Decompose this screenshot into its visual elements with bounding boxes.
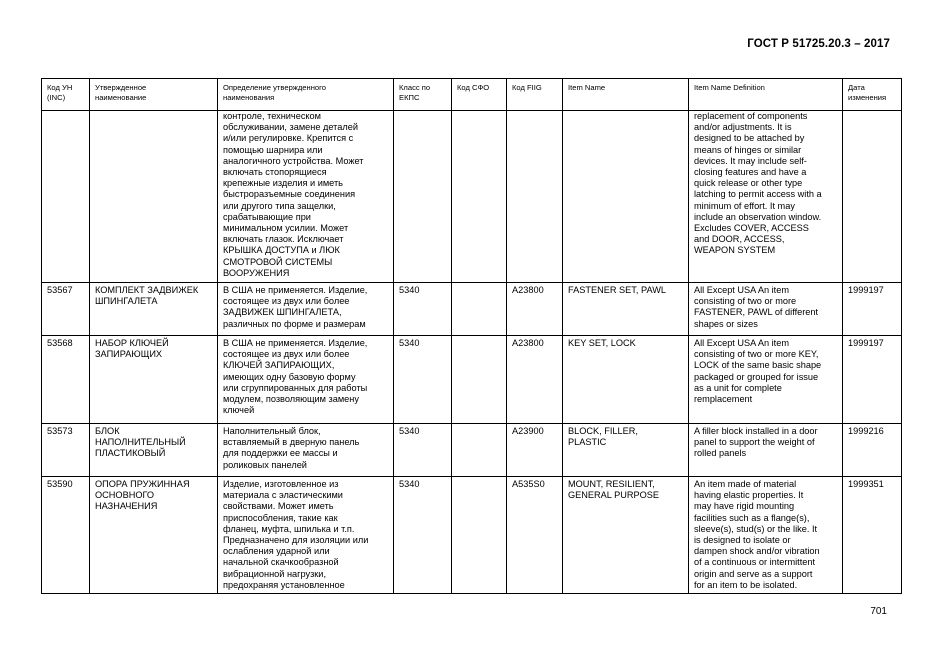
col-header-inc: Код УН (INC) (42, 79, 90, 111)
cell-ekps-class: 5340 (394, 477, 452, 594)
cell-fiig-code: A23800 (507, 336, 563, 424)
cell-approved-name: КОМПЛЕКТ ЗАДВИЖЕК ШПИНГАЛЕТА (90, 283, 218, 336)
cell-ekps-class (394, 111, 452, 283)
cell-ekps-class: 5340 (394, 283, 452, 336)
table-row (42, 111, 902, 283)
cell-fiig-code: A23800 (507, 283, 563, 336)
col-header-item-definition: Item Name Definition (689, 79, 843, 111)
cell-item-name: FASTENER SET, PAWL (563, 283, 689, 336)
cell-fiig-code (507, 111, 563, 283)
cell-ekps-class: 5340 (394, 336, 452, 424)
cell-item-name: KEY SET, LOCK (563, 336, 689, 424)
page-number: 701 (870, 606, 887, 617)
col-header-approved-definition: Определение утвержденного наименования (218, 79, 394, 111)
cell-ekps-class: 5340 (394, 424, 452, 477)
table-row (42, 336, 902, 424)
items-table (41, 78, 902, 594)
cell-approved-definition: Наполнительный блок, вставляемый в дверную панель для поддержки ее массы и роликовых панелей (218, 424, 394, 477)
cell-item-definition: An item made of material having elastic properties. It may have rigid mounting facilities such as a flange(s), sleeve(s), stud(s) or the like. It is designed to isolate or dampen shock and/or vibration of a continuous or intermittent origin and serve as a support for an item to be isolated. (689, 477, 843, 594)
cell-inc: 53590 (42, 477, 90, 594)
cell-change-date: 1999197 (843, 336, 902, 424)
cell-approved-definition: Изделие, изготовленное из материала с эластическими свойствами. Может иметь приспособления, такие как фланец, муфта, шпилька и т.п. Предназначено для изоляции или ослабления ударной или начальной скачкообразной вибрационной нагрузки, предохраняя установленное (218, 477, 394, 594)
cell-approved-name (90, 111, 218, 283)
cell-inc: 53573 (42, 424, 90, 477)
table-row (42, 283, 902, 336)
cell-sfo-code (452, 477, 507, 594)
cell-fiig-code: A535S0 (507, 477, 563, 594)
table-header-row (42, 79, 902, 111)
cell-inc: 53567 (42, 283, 90, 336)
col-header-approved-name: Утвержденное наименование (90, 79, 218, 111)
col-header-item-name: Item Name (563, 79, 689, 111)
cell-item-definition: All Except USA An item consisting of two or more KEY, LOCK of the same basic shape packaged or grouped for issue as a unit for complete remplacement (689, 336, 843, 424)
cell-sfo-code (452, 111, 507, 283)
cell-approved-definition: В США не применяется. Изделие, состоящее из двух или более КЛЮЧЕЙ ЗАПИРАЮЩИХ, имеющих одну базовую форму или сгруппированных для работы модулем, позволяющим замену ключей (218, 336, 394, 424)
cell-inc (42, 111, 90, 283)
cell-sfo-code (452, 424, 507, 477)
cell-change-date (843, 111, 902, 283)
col-header-sfo-code: Код СФО (452, 79, 507, 111)
cell-approved-name: НАБОР КЛЮЧЕЙ ЗАПИРАЮЩИХ (90, 336, 218, 424)
document-header: ГОСТ Р 51725.20.3 – 2017 (747, 38, 890, 50)
cell-item-name: BLOCK, FILLER, PLASTIC (563, 424, 689, 477)
cell-item-name (563, 111, 689, 283)
cell-approved-definition: В США не применяется. Изделие, состоящее из двух или более ЗАДВИЖЕК ШПИНГАЛЕТА, различных по форме и размерам (218, 283, 394, 336)
cell-inc: 53568 (42, 336, 90, 424)
cell-item-definition: replacement of components and/or adjustments. It is designed to be attached by means of hinges or similar devices. It may include self- closing features and have a quick release or other type latching to permit access with a minimum of effort. It may include an observation window. Excludes COVER, ACCESS and DOOR, ACCESS, WEAPON SYSTEM (689, 111, 843, 283)
cell-sfo-code (452, 283, 507, 336)
col-header-ekps-class: Класс по ЕКПС (394, 79, 452, 111)
cell-change-date: 1999197 (843, 283, 902, 336)
cell-approved-name: БЛОК НАПОЛНИТЕЛЬНЫЙ ПЛАСТИКОВЫЙ (90, 424, 218, 477)
cell-approved-name: ОПОРА ПРУЖИННАЯ ОСНОВНОГО НАЗНАЧЕНИЯ (90, 477, 218, 594)
col-header-change-date: Дата изменения (843, 79, 902, 111)
cell-change-date: 1999351 (843, 477, 902, 594)
col-header-fiig-code: Код FIIG (507, 79, 563, 111)
cell-sfo-code (452, 336, 507, 424)
cell-fiig-code: A23900 (507, 424, 563, 477)
cell-change-date: 1999216 (843, 424, 902, 477)
table-row (42, 477, 902, 594)
table-row (42, 424, 902, 477)
cell-item-definition: A filler block installed in a door panel to support the weight of rolled panels (689, 424, 843, 477)
cell-item-name: MOUNT, RESILIENT, GENERAL PURPOSE (563, 477, 689, 594)
cell-approved-definition: контроле, техническом обслуживании, замене деталей и/или регулировке. Крепится с помощью шарнира или аналогичного устройства. Может включать стопорящиеся крепежные изделия и иметь быстроразъемные соединения или другого типа защелки, срабатывающие при минимальном усилии. Может включать глазок. Исключает КРЫШКА ДОСТУПА и ЛЮК СМОТРОВОЙ СИСТЕМЫ ВООРУЖЕНИЯ (218, 111, 394, 283)
cell-item-definition: All Except USA An item consisting of two or more FASTENER, PAWL of different shapes or sizes (689, 283, 843, 336)
